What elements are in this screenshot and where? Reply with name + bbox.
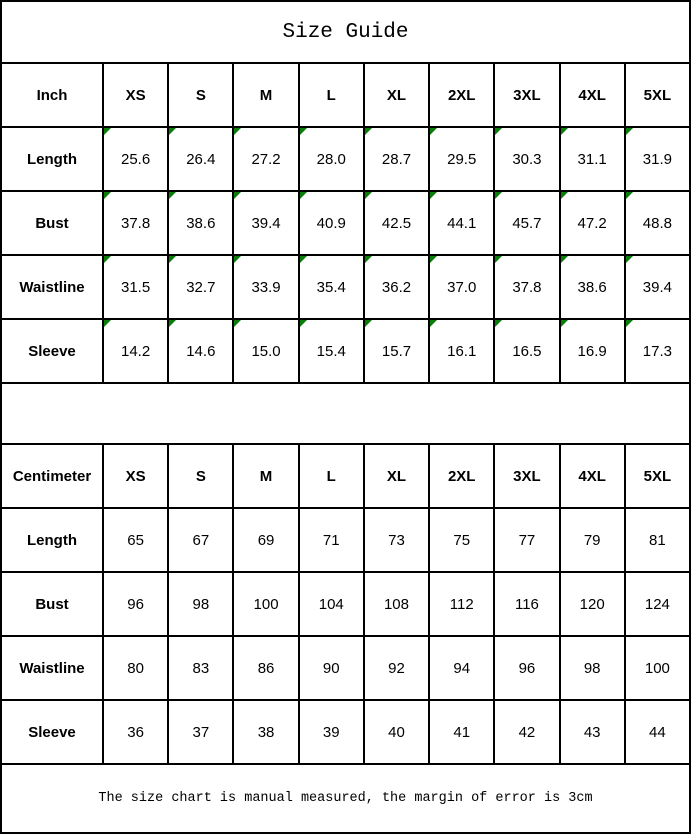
measurement-value-cell <box>102 320 167 382</box>
cell-text: Bust <box>35 214 69 232</box>
green-flag-icon <box>300 128 307 135</box>
cell-text: 108 <box>383 595 409 613</box>
measurement-value-cell <box>102 256 167 318</box>
measurement-value-cell <box>428 320 493 382</box>
green-flag-icon <box>234 192 241 199</box>
cell-text: 36 <box>127 723 144 741</box>
footer-note-text: The size chart is manual measured, the margin of error is 3cm <box>98 791 593 806</box>
measurement-label-cell <box>2 637 102 699</box>
size-header-cell <box>102 445 167 507</box>
green-flag-icon <box>430 256 437 263</box>
green-flag-icon <box>626 256 633 263</box>
measurement-value-cell <box>493 509 558 571</box>
measurement-value-cell <box>167 128 232 190</box>
measurement-value-cell <box>624 192 689 254</box>
measurement-value-cell <box>624 637 689 699</box>
cell-text: 40.9 <box>316 214 346 232</box>
cell-text: 41 <box>453 723 471 741</box>
green-flag-icon <box>169 192 176 199</box>
green-flag-icon <box>104 256 111 263</box>
cell-text: 112 <box>449 595 474 613</box>
cell-text: XL <box>386 86 407 104</box>
measurement-value-cell <box>559 573 624 635</box>
measurement-value-cell <box>624 256 689 318</box>
green-flag-icon <box>430 128 437 135</box>
measurement-value-cell <box>167 320 232 382</box>
cell-text: S <box>195 467 206 485</box>
cell-text: 100 <box>253 595 279 613</box>
green-flag-icon <box>561 256 568 263</box>
cell-text: 15.7 <box>381 342 412 360</box>
green-flag-icon <box>365 192 372 199</box>
cell-text: 116 <box>514 595 539 613</box>
green-flag-icon <box>495 320 502 327</box>
centimeter-size-table <box>2 443 689 763</box>
cell-text: 47.2 <box>577 214 607 232</box>
size-header-cell <box>232 64 297 126</box>
measurement-value-cell <box>363 192 428 254</box>
cell-text: 5XL <box>643 86 672 104</box>
green-flag-icon <box>561 128 568 135</box>
measurement-value-cell <box>559 128 624 190</box>
measurement-value-cell <box>102 637 167 699</box>
measurement-value-cell <box>428 701 493 763</box>
size-header-cell <box>559 64 624 126</box>
measurement-value-cell <box>493 192 558 254</box>
cell-text: 90 <box>322 659 340 677</box>
green-flag-icon <box>234 128 241 135</box>
cell-text: 44.1 <box>447 214 477 232</box>
size-header-cell <box>298 64 363 126</box>
measurement-row <box>2 190 689 254</box>
cell-text: 17.3 <box>642 342 672 360</box>
spacer-row <box>2 382 689 443</box>
cell-text: M <box>259 86 273 104</box>
size-header-cell <box>428 64 493 126</box>
cell-text: 83 <box>192 659 210 677</box>
measurement-value-cell <box>167 637 232 699</box>
cell-text: 2XL <box>447 467 476 485</box>
green-flag-icon <box>626 128 633 135</box>
measurement-value-cell <box>102 192 167 254</box>
size-header-cell <box>624 64 689 126</box>
green-flag-icon <box>300 256 307 263</box>
measurement-value-cell <box>102 701 167 763</box>
cell-text: 5XL <box>643 467 672 485</box>
cell-text: XS <box>125 467 146 485</box>
cell-text: 67 <box>192 531 210 549</box>
measurement-value-cell <box>232 128 297 190</box>
measurement-value-cell <box>232 256 297 318</box>
green-flag-icon <box>104 192 111 199</box>
cell-text: 120 <box>579 595 605 613</box>
measurement-label-cell <box>2 256 102 318</box>
page-title: Size Guide <box>282 20 409 44</box>
cell-text: XS <box>125 86 146 104</box>
green-flag-icon <box>365 320 372 327</box>
size-header-cell <box>167 445 232 507</box>
size-header-cell <box>624 445 689 507</box>
cell-text: 43 <box>583 723 601 741</box>
cell-text: 42 <box>518 723 536 741</box>
cell-text: 37 <box>192 723 210 741</box>
measurement-value-cell <box>102 509 167 571</box>
size-header-cell <box>167 64 232 126</box>
cell-text: 33.9 <box>251 278 281 296</box>
measurement-label-cell <box>2 509 102 571</box>
measurement-value-cell <box>232 573 297 635</box>
measurement-value-cell <box>167 573 232 635</box>
cell-text: S <box>195 86 206 104</box>
cell-text: 65 <box>127 531 144 549</box>
green-flag-icon <box>169 256 176 263</box>
measurement-label-cell <box>2 320 102 382</box>
cell-text: 37.8 <box>512 278 542 296</box>
cell-text: 40 <box>388 723 405 741</box>
measurement-row <box>2 635 689 699</box>
measurement-value-cell <box>298 509 363 571</box>
green-flag-icon <box>234 256 241 263</box>
cell-text: 48.8 <box>642 214 672 232</box>
cell-text: 36.2 <box>381 278 412 296</box>
measurement-row <box>2 126 689 190</box>
measurement-value-cell <box>102 128 167 190</box>
measurement-value-cell <box>428 256 493 318</box>
size-header-cell <box>298 445 363 507</box>
cell-text: 14.6 <box>186 342 216 360</box>
cell-text: 16.1 <box>447 342 477 360</box>
green-flag-icon <box>430 320 437 327</box>
measurement-value-cell <box>298 192 363 254</box>
cell-text: 73 <box>388 531 405 549</box>
size-header-cell <box>493 64 558 126</box>
size-header-cell <box>232 445 297 507</box>
measurement-value-cell <box>232 637 297 699</box>
measurement-value-cell <box>493 320 558 382</box>
cell-text: 25.6 <box>121 150 151 168</box>
measurement-value-cell <box>493 128 558 190</box>
measurement-value-cell <box>298 256 363 318</box>
cell-text: Centimeter <box>12 467 92 485</box>
size-header-cell <box>102 64 167 126</box>
measurement-value-cell <box>624 320 689 382</box>
cell-text: 39 <box>322 723 340 741</box>
measurement-value-cell <box>428 637 493 699</box>
measurement-value-cell <box>624 128 689 190</box>
inch-size-table <box>2 62 689 382</box>
measurement-value-cell <box>167 701 232 763</box>
green-flag-icon <box>626 320 633 327</box>
green-flag-icon <box>104 320 111 327</box>
cell-text: 81 <box>649 531 666 549</box>
measurement-value-cell <box>232 192 297 254</box>
cell-text: 77 <box>518 531 536 549</box>
measurement-value-cell <box>363 701 428 763</box>
cell-text: 100 <box>644 659 670 677</box>
cell-text: 4XL <box>578 467 606 485</box>
cell-text: 15.4 <box>316 342 346 360</box>
cell-text: 14.2 <box>121 342 151 360</box>
measurement-value-cell <box>363 573 428 635</box>
title-bar <box>2 2 689 62</box>
green-flag-icon <box>169 320 176 327</box>
measurement-value-cell <box>298 128 363 190</box>
inch-size-table-header-row <box>2 62 689 126</box>
green-flag-icon <box>495 192 502 199</box>
cell-text: 39.4 <box>251 214 281 232</box>
green-flag-icon <box>561 320 568 327</box>
cell-text: 35.4 <box>316 278 346 296</box>
cell-text: 96 <box>518 659 536 677</box>
cell-text: Bust <box>35 595 69 613</box>
measurement-value-cell <box>624 573 689 635</box>
cell-text: 16.5 <box>512 342 542 360</box>
size-header-cell <box>363 64 428 126</box>
green-flag-icon <box>561 192 568 199</box>
cell-text: 80 <box>127 659 144 677</box>
cell-text: 31.5 <box>121 278 151 296</box>
measurement-label-cell <box>2 128 102 190</box>
cell-text: 2XL <box>447 86 476 104</box>
cell-text: 79 <box>583 531 601 549</box>
measurement-value-cell <box>559 320 624 382</box>
measurement-value-cell <box>559 256 624 318</box>
cell-text: L <box>326 86 336 104</box>
footer-note <box>2 763 689 832</box>
measurement-value-cell <box>363 637 428 699</box>
measurement-value-cell <box>493 637 558 699</box>
measurement-value-cell <box>428 128 493 190</box>
measurement-value-cell <box>493 256 558 318</box>
measurement-value-cell <box>493 701 558 763</box>
green-flag-icon <box>234 320 241 327</box>
cell-text: 28.7 <box>381 150 412 168</box>
measurement-value-cell <box>559 701 624 763</box>
measurement-label-cell <box>2 192 102 254</box>
centimeter-size-table-header-row <box>2 443 689 507</box>
cell-text: 31.1 <box>577 150 607 168</box>
measurement-value-cell <box>232 320 297 382</box>
measurement-value-cell <box>298 637 363 699</box>
cell-text: 75 <box>453 531 471 549</box>
measurement-value-cell <box>428 573 493 635</box>
cell-text: Length <box>27 150 77 168</box>
green-flag-icon <box>365 256 372 263</box>
cell-text: 37.0 <box>447 278 477 296</box>
cell-text: 39.4 <box>642 278 672 296</box>
measurement-value-cell <box>167 256 232 318</box>
measurement-value-cell <box>298 573 363 635</box>
cell-text: 38 <box>257 723 275 741</box>
cell-text: 26.4 <box>186 150 216 168</box>
size-header-cell <box>428 445 493 507</box>
cell-text: 98 <box>192 595 210 613</box>
measurement-value-cell <box>624 701 689 763</box>
measurement-value-cell <box>167 509 232 571</box>
green-flag-icon <box>300 192 307 199</box>
measurement-value-cell <box>428 192 493 254</box>
cell-text: 69 <box>257 531 275 549</box>
cell-text: 37.8 <box>121 214 151 232</box>
measurement-value-cell <box>363 256 428 318</box>
unit-header-cell <box>2 445 102 507</box>
cell-text: 92 <box>388 659 405 677</box>
cell-text: 27.2 <box>251 150 281 168</box>
size-header-cell <box>493 445 558 507</box>
measurement-row <box>2 507 689 571</box>
measurement-value-cell <box>363 320 428 382</box>
green-flag-icon <box>300 320 307 327</box>
green-flag-icon <box>495 256 502 263</box>
green-flag-icon <box>365 128 372 135</box>
cell-text: Length <box>27 531 77 549</box>
cell-text: 124 <box>644 595 670 613</box>
cell-text: 31.9 <box>642 150 672 168</box>
cell-text: Sleeve <box>28 723 76 741</box>
size-header-cell <box>363 445 428 507</box>
cell-text: 28.0 <box>316 150 346 168</box>
cell-text: XL <box>386 467 407 485</box>
cell-text: 29.5 <box>447 150 477 168</box>
measurement-value-cell <box>167 192 232 254</box>
measurement-value-cell <box>559 509 624 571</box>
green-flag-icon <box>495 128 502 135</box>
cell-text: 38.6 <box>577 278 607 296</box>
cell-text: 96 <box>127 595 144 613</box>
cell-text: 32.7 <box>186 278 216 296</box>
measurement-value-cell <box>232 701 297 763</box>
cell-text: 3XL <box>513 86 541 104</box>
cell-text: Inch <box>36 86 68 104</box>
unit-header-cell <box>2 64 102 126</box>
measurement-row <box>2 699 689 763</box>
measurement-row <box>2 254 689 318</box>
measurement-label-cell <box>2 701 102 763</box>
cell-text: 44 <box>649 723 666 741</box>
measurement-row <box>2 571 689 635</box>
green-flag-icon <box>626 192 633 199</box>
measurement-value-cell <box>298 320 363 382</box>
measurement-value-cell <box>624 509 689 571</box>
green-flag-icon <box>104 128 111 135</box>
measurement-value-cell <box>559 637 624 699</box>
measurement-value-cell <box>363 128 428 190</box>
measurement-value-cell <box>363 509 428 571</box>
cell-text: Sleeve <box>28 342 76 360</box>
measurement-row <box>2 318 689 382</box>
cell-text: 45.7 <box>512 214 542 232</box>
cell-text: M <box>259 467 273 485</box>
cell-text: Waistline <box>19 659 85 677</box>
cell-text: 16.9 <box>577 342 607 360</box>
cell-text: 3XL <box>513 467 541 485</box>
green-flag-icon <box>430 192 437 199</box>
measurement-label-cell <box>2 573 102 635</box>
cell-text: 94 <box>453 659 471 677</box>
cell-text: 15.0 <box>251 342 281 360</box>
cell-text: 42.5 <box>381 214 412 232</box>
green-flag-icon <box>169 128 176 135</box>
measurement-value-cell <box>559 192 624 254</box>
measurement-value-cell <box>298 701 363 763</box>
size-header-cell <box>559 445 624 507</box>
cell-text: 30.3 <box>512 150 542 168</box>
cell-text: 104 <box>318 595 344 613</box>
cell-text: 4XL <box>578 86 606 104</box>
cell-text: 71 <box>322 531 340 549</box>
measurement-value-cell <box>428 509 493 571</box>
cell-text: 98 <box>583 659 601 677</box>
cell-text: Waistline <box>19 278 85 296</box>
cell-text: 86 <box>257 659 275 677</box>
cell-text: L <box>326 467 336 485</box>
measurement-value-cell <box>232 509 297 571</box>
measurement-value-cell <box>102 573 167 635</box>
cell-text: 38.6 <box>186 214 216 232</box>
measurement-value-cell <box>493 573 558 635</box>
